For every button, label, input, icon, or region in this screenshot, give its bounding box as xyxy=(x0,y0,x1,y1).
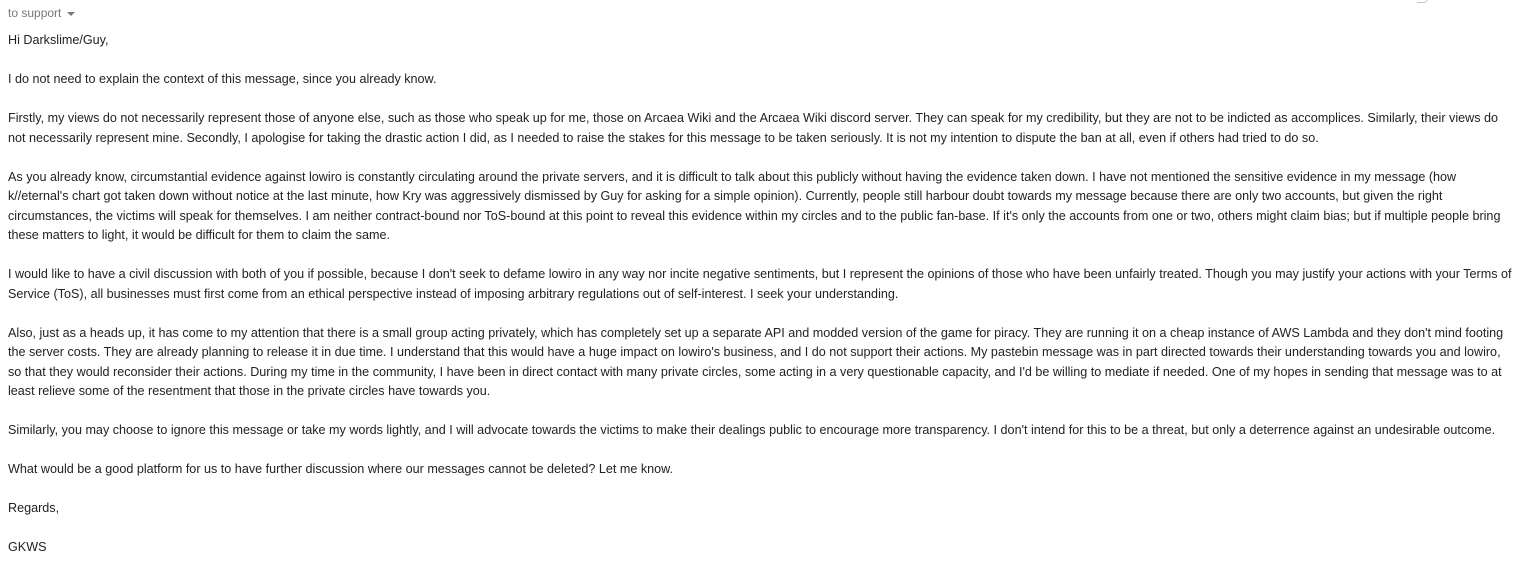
email-closing: Regards, xyxy=(8,501,60,515)
email-paragraph: Similarly, you may choose to ignore this message or take my words lightly, and I will advocate towards the victims to make their dealings public to encourage more transparency. I don't intend for this to be a threat, but only a deterrence against an undesirable outcome. xyxy=(8,423,1496,437)
email-body xyxy=(8,31,1514,558)
email-signature: GKWS xyxy=(8,540,47,554)
recipient-details-toggle[interactable] xyxy=(8,4,75,22)
email-paragraph: Firstly, my views do not necessarily represent those of anyone else, such as those who speak up for me, those on Arcaea Wiki and the Arcaea Wiki discord server. They can speak for my credibility, but they are not to be indicted as accomplices. Similarly, their views do not necessarily represent mine. Secondly, I apologise for taking the drastic action I did, as I needed to raise the stakes for this message to be taken seriously. It is not my intention to dispute the ban at all, even if others had tried to do so. xyxy=(8,111,1499,145)
recipient-label: to support xyxy=(8,6,62,20)
truncated-header-icon xyxy=(1417,0,1428,3)
email-paragraph: As you already know, circumstantial evidence against lowiro is constantly circulating around the private servers, and it is difficult to talk about this publicly without having the evidence taken down. I have not mentioned the sensitive evidence in my message (how k//eternal's chart got taken down without notice at the last minute, how Kry was aggressively dismissed by Guy for asking for a simple opinion). Currently, people still harbour doubt towards my message because there are only two accounts, but given the right circumstances, the victims will speak for themselves. I am neither contract-bound nor ToS-bound at this point to reveal this evidence within my circles and to the public fan-base. If it's only the accounts from one or two, others might claim bias; but if multiple people bring these matters to light, it would be difficult for them to claim the same. xyxy=(8,169,1501,242)
caret-down-icon[interactable] xyxy=(67,12,75,16)
email-paragraph: I do not need to explain the context of this message, since you already know. xyxy=(8,72,437,86)
email-paragraph: What would be a good platform for us to have further discussion where our messages cannot be deleted? Let me know. xyxy=(8,462,674,476)
email-paragraph: I would like to have a civil discussion with both of you if possible, because I don't seek to defame lowiro in any way nor incite negative sentiments, but I represent the opinions of those who have been unfairly treated. Though you may justify your actions with your Terms of Service (ToS), all businesses must first come from an ethical perspective instead of imposing arbitrary regulations out of self-interest. I seek your understanding. xyxy=(8,267,1512,301)
email-greeting: Hi Darkslime/Guy, xyxy=(8,33,109,47)
email-paragraph: Also, just as a heads up, it has come to my attention that there is a small group acting privately, which has completely set up a separate API and modded version of the game for piracy. They are running it on a cheap instance of AWS Lambda and they don't mind footing the server costs. They are already planning to release it in due time. I understand that this would have a huge impact on lowiro's business, and I do not support their actions. My pastebin message was in part directed towards their understanding towards you and lowiro, so that they would reconsider their actions. During my time in the community, I have been in direct contact with many private circles, some acting in a very questionable capacity, and I'd be willing to mediate if needed. One of my hopes in sending that message was to at least relieve some of the resentment that those in the private circles have towards you. xyxy=(8,325,1504,398)
